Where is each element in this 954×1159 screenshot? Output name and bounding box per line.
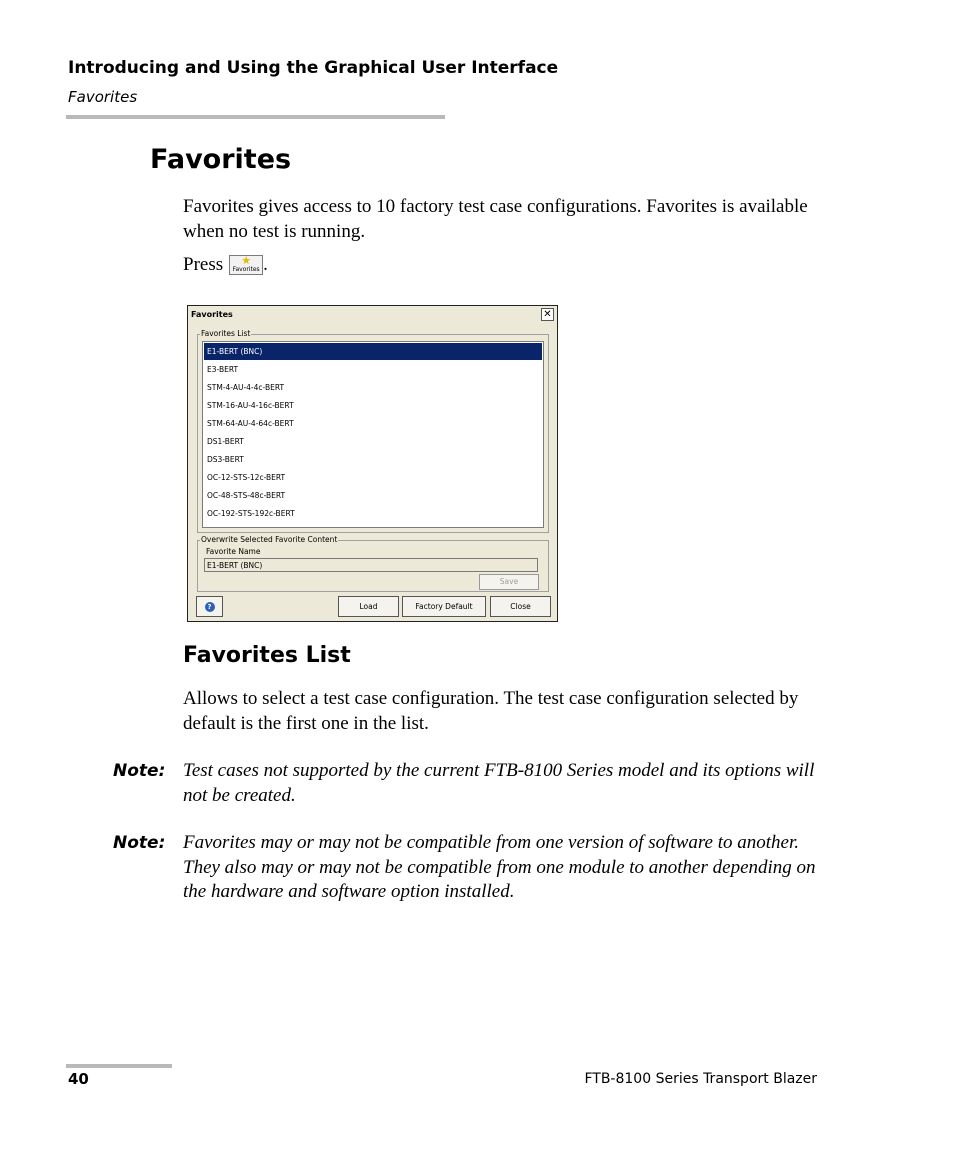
favorites-button-label: Favorites bbox=[232, 266, 260, 273]
list-item[interactable]: E3-BERT bbox=[207, 365, 239, 374]
section-subtitle: Favorites bbox=[68, 88, 138, 106]
favorites-listbox[interactable] bbox=[202, 341, 544, 528]
favorites-list-heading: Favorites List bbox=[183, 643, 351, 668]
list-item[interactable]: DS1-BERT bbox=[207, 437, 244, 446]
page-heading: Favorites bbox=[150, 144, 292, 175]
note-label: Note: bbox=[113, 761, 166, 781]
footer-divider bbox=[66, 1064, 172, 1068]
close-icon[interactable]: ✕ bbox=[541, 308, 554, 321]
press-text: Press bbox=[183, 254, 224, 275]
dialog-title: Favorites bbox=[191, 310, 233, 319]
favorite-name-field[interactable]: E1-BERT (BNC) bbox=[204, 558, 538, 572]
list-item[interactable]: E1-BERT (BNC) bbox=[204, 343, 542, 360]
chapter-title: Introducing and Using the Graphical User Interface bbox=[68, 58, 559, 78]
star-icon: ★ bbox=[241, 254, 252, 267]
footer-product-title: FTB-8100 Series Transport Blazer bbox=[584, 1071, 817, 1087]
list-item[interactable]: OC-48-STS-48c-BERT bbox=[207, 491, 286, 500]
favorite-name-label: Favorite Name bbox=[206, 547, 261, 556]
note-text: Favorites may or may not be compatible from one version of software to another. They also may or may not be compatible from one module to another depending on the hardware and software option installed. bbox=[183, 832, 816, 902]
header-divider bbox=[66, 115, 445, 119]
press-period: . bbox=[263, 254, 268, 275]
favorites-toolbar-button bbox=[229, 255, 263, 275]
close-button[interactable]: Close bbox=[490, 596, 551, 617]
list-item[interactable]: OC-12-STS-12c-BERT bbox=[207, 473, 286, 482]
factory-default-button[interactable]: Factory Default bbox=[402, 596, 486, 617]
help-icon: ? bbox=[205, 602, 215, 612]
list-item[interactable]: DS3-BERT bbox=[207, 455, 244, 464]
save-button[interactable]: Save bbox=[479, 574, 539, 590]
list-item[interactable]: STM-64-AU-4-64c-BERT bbox=[207, 419, 294, 428]
list-item[interactable]: OC-192-STS-192c-BERT bbox=[207, 509, 295, 518]
page-number: 40 bbox=[68, 1070, 89, 1088]
help-button[interactable] bbox=[196, 596, 223, 617]
favorites-list-description: Allows to select a test case configuration. The test case configuration selected by default is the first one in the list. bbox=[183, 688, 799, 734]
press-instruction bbox=[183, 254, 268, 276]
favorites-list-group-label: Favorites List bbox=[201, 329, 251, 338]
load-button[interactable]: Load bbox=[338, 596, 399, 617]
note-label: Note: bbox=[113, 833, 166, 853]
overwrite-group-label: Overwrite Selected Favorite Content bbox=[201, 535, 338, 544]
intro-paragraph: Favorites gives access to 10 factory test case configurations. Favorites is available when no test is running. bbox=[183, 196, 808, 242]
favorites-dialog bbox=[187, 305, 558, 622]
list-item[interactable]: STM-16-AU-4-16c-BERT bbox=[207, 401, 294, 410]
note-text: Test cases not supported by the current FTB-8100 Series model and its options will not be created. bbox=[183, 760, 815, 806]
list-item[interactable]: STM-4-AU-4-4c-BERT bbox=[207, 383, 285, 392]
